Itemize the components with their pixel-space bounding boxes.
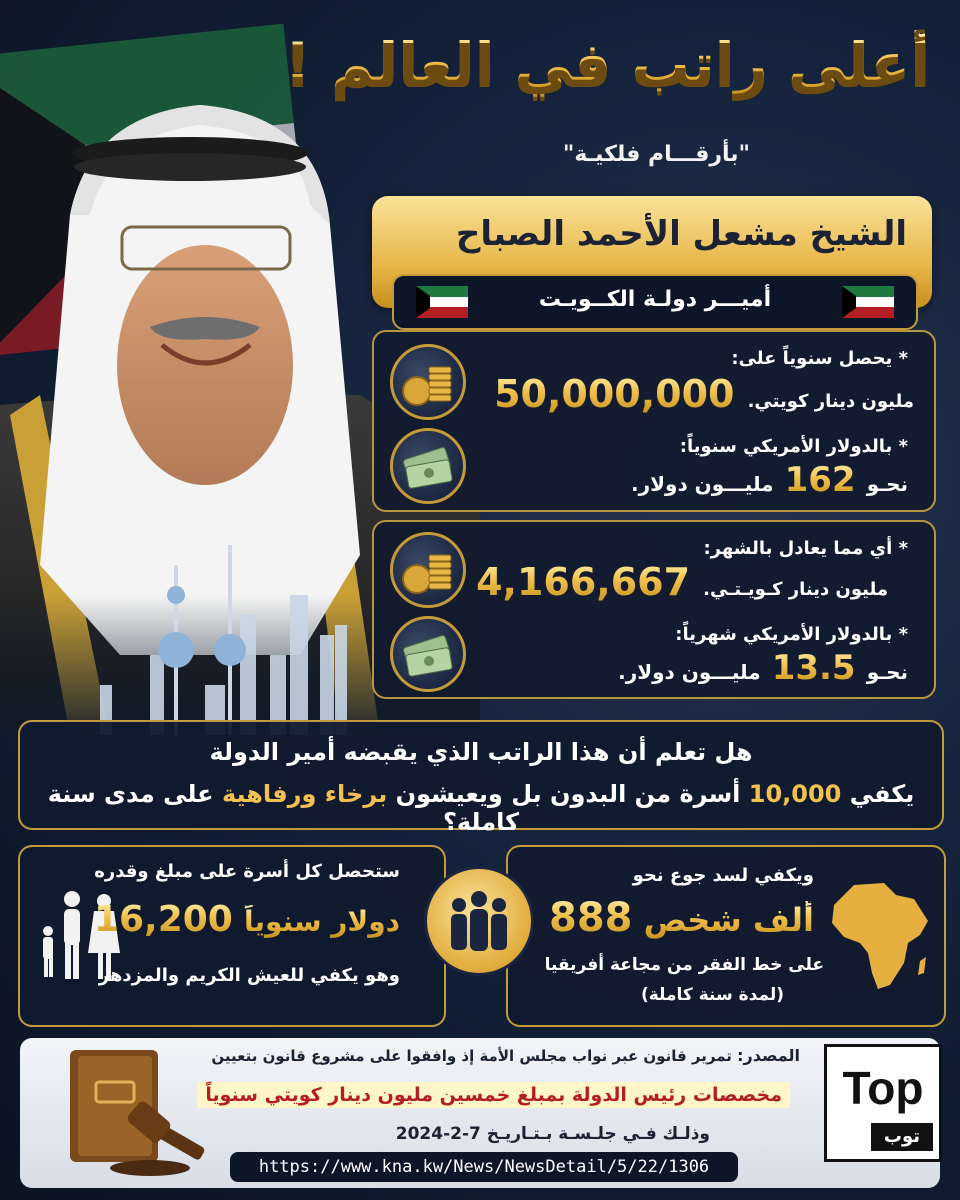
hunger-line-3: على خط الفقر من مجاعة أفريقيا bbox=[544, 955, 824, 975]
africa-map-icon bbox=[824, 877, 934, 997]
people-group-icon bbox=[445, 889, 513, 953]
person-name: الشيخ مشعل الأحمد الصباح bbox=[455, 214, 907, 254]
annual-usd-row bbox=[631, 460, 908, 500]
source-text-1: تمرير قانون عبر نواب مجلس الأمة إذ وافقوا على مشروع قانون بتعيين bbox=[211, 1047, 732, 1065]
page-subtitle: "بأرقـــام فلكيـة" bbox=[562, 142, 750, 167]
annual-usd-value: 162 bbox=[784, 460, 856, 500]
annual-kwd-row bbox=[494, 372, 914, 416]
family-value: 16,200 bbox=[93, 899, 233, 940]
annual-salary-card bbox=[372, 330, 936, 512]
dollar-bills-icon bbox=[390, 616, 466, 692]
hunger-value-row bbox=[549, 895, 814, 941]
monthly-kwd-label: * أي مما يعادل بالشهر: bbox=[703, 538, 908, 559]
question-line-1: هل تعلم أن هذا الراتب الذي يقبضه أمير الدولة bbox=[209, 738, 753, 766]
top-logo bbox=[824, 1044, 942, 1162]
monthly-salary-card bbox=[372, 520, 936, 699]
source-url-bar[interactable] bbox=[230, 1152, 738, 1182]
annual-usd-prefix: نحـو bbox=[866, 472, 908, 496]
dollar-bills-icon bbox=[390, 428, 466, 504]
source-label: المصدر: bbox=[737, 1046, 800, 1065]
question-panel bbox=[18, 720, 944, 836]
monthly-kwd-unit: مليون دينار كـويـتـي. bbox=[703, 579, 888, 600]
family-line-1: ستحصل كل أسرة على مبلغ وقدره bbox=[94, 861, 400, 882]
hunger-value-unit: ألف شخص bbox=[643, 901, 814, 939]
people-icon-badge bbox=[424, 866, 534, 976]
monthly-usd-unit: مليـــون دولار. bbox=[618, 660, 761, 684]
family-line-3: وهو يكفي للعيش الكريم والمزدهر bbox=[98, 965, 400, 986]
monthly-usd-prefix: نحـو bbox=[866, 660, 908, 684]
hunger-line-1: ويكفي لسد جوع نحو bbox=[632, 865, 814, 886]
gold-coins-icon bbox=[390, 532, 466, 608]
monthly-usd-row bbox=[618, 648, 908, 688]
monthly-kwd-row bbox=[476, 560, 888, 604]
annual-kwd-unit: مليون دينار كويتي. bbox=[747, 391, 914, 412]
hunger-line-4: (لمدة سنة كاملة) bbox=[640, 985, 784, 1005]
annual-kwd-value: 50,000,000 bbox=[494, 372, 735, 416]
logo-text-ar: توب bbox=[871, 1123, 933, 1151]
question-post: على مدى سنة كاملة؟ bbox=[47, 780, 520, 836]
annual-usd-unit: مليـــون دولار. bbox=[631, 472, 774, 496]
monthly-kwd-value: 4,166,667 bbox=[476, 560, 691, 604]
source-line-1 bbox=[211, 1046, 800, 1065]
page-title: أعلى راتب في العالم ! bbox=[230, 30, 930, 98]
monthly-usd-value: 13.5 bbox=[771, 648, 856, 688]
name-panel bbox=[372, 196, 932, 312]
logo-text-en: Top bbox=[842, 1062, 924, 1114]
question-line-2 bbox=[20, 780, 942, 836]
person-role: أميـــر دولـة الكــويـت bbox=[538, 287, 772, 312]
annual-kwd-label: * يحصل سنوياً على: bbox=[731, 348, 908, 369]
source-text-3: وذلـك فـي جلـسـة بـتـاريـخ 7-2-2024 bbox=[395, 1124, 710, 1144]
law-book-gavel-icon bbox=[50, 1042, 210, 1178]
question-pre: يكفي bbox=[849, 780, 915, 808]
question-highlight: برخاء ورفاهية bbox=[221, 780, 388, 808]
family-value-unit: دولار سنوياً bbox=[243, 905, 400, 938]
question-mid: أسرة من البدون بل ويعيشون bbox=[395, 780, 741, 808]
annual-usd-label: * بالدولار الأمريكي سنوياً: bbox=[679, 436, 908, 457]
source-url[interactable]: https://www.kna.kw/News/NewsDetail/5/22/1306 bbox=[258, 1157, 710, 1177]
source-text-2: مخصصات رئيس الدولة بمبلغ خمسين مليون دينار كويتي سنوياً bbox=[197, 1082, 790, 1108]
role-bar bbox=[392, 274, 918, 330]
hunger-panel bbox=[506, 845, 946, 1027]
gold-coins-icon bbox=[390, 344, 466, 420]
family-value-row bbox=[94, 899, 400, 940]
question-number: 10,000 bbox=[748, 780, 842, 808]
family-panel bbox=[18, 845, 446, 1027]
monthly-usd-label: * بالدولار الأمريكي شهرياً: bbox=[675, 624, 908, 645]
hunger-value: 888 bbox=[548, 895, 633, 941]
kuwait-flag-icon bbox=[842, 286, 894, 318]
